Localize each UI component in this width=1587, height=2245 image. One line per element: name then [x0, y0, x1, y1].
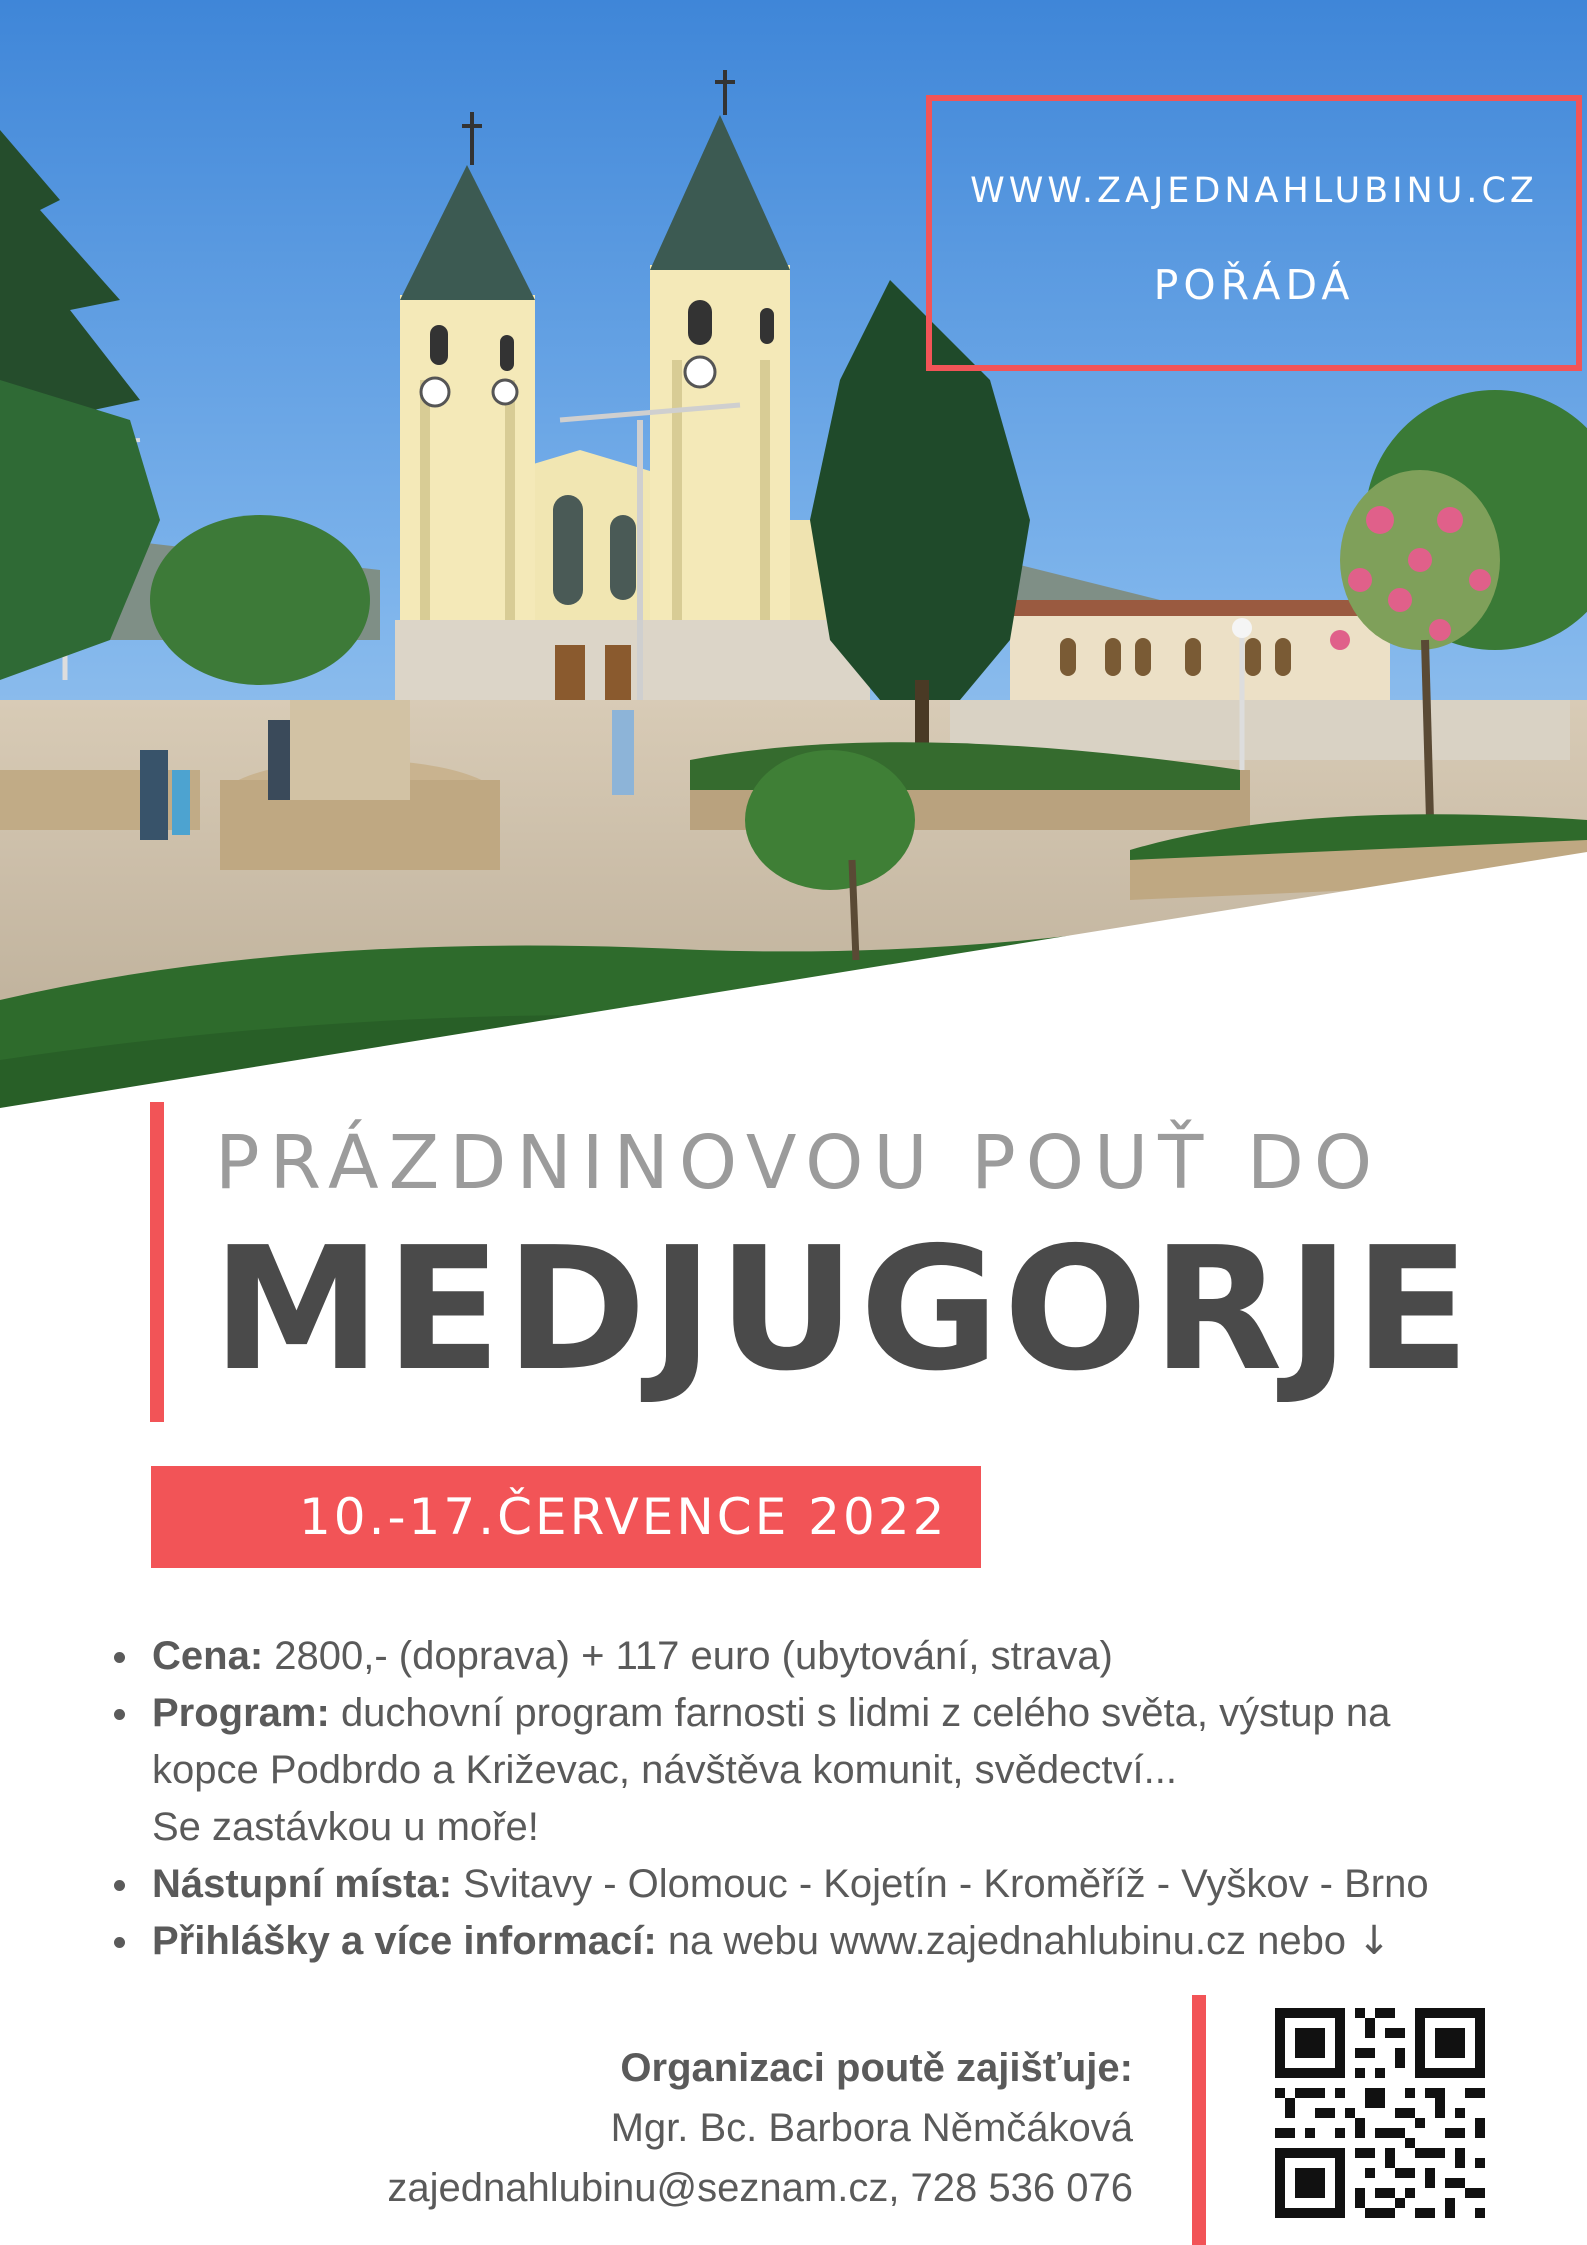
footer-accent-bar: [1192, 1995, 1206, 2245]
list-item-boarding: [110, 1856, 1550, 1913]
registration-value[interactable]: na webu www.zajednahlubinu.cz nebo: [667, 1919, 1347, 1963]
main-title: MEDJUGORJE: [212, 1211, 1475, 1409]
info-list: [110, 1628, 1550, 1970]
boarding-value: Svitavy - Olomouc - Kojetín - Kroměříž - Vyškov - Brno: [463, 1862, 1429, 1906]
list-item-price: [110, 1628, 1550, 1685]
program-line-3: Se zastávkou u moře!: [152, 1805, 539, 1849]
qr-code-icon[interactable]: [1275, 2008, 1485, 2218]
subtitle: PRÁZDNINOVOU POUŤ DO: [215, 1120, 1383, 1206]
organizer-url[interactable]: WWW.ZAJEDNAHLUBINU.CZ: [970, 171, 1538, 211]
program-line-1: duchovní program farnosti s lidmi z celého světa, výstup na: [340, 1691, 1391, 1735]
boarding-label: Nástupní místa:: [152, 1862, 453, 1906]
price-value: 2800,- (doprava) + 117 euro (ubytování, strava): [274, 1634, 1113, 1678]
date-text: 10.-17.ČERVENCE 2022: [299, 1488, 948, 1546]
organizer-heading: Organizaci poutě zajišťuje:: [620, 2046, 1133, 2090]
date-badge: [151, 1466, 981, 1568]
registration-label: Přihlášky a více informací:: [152, 1919, 657, 1963]
price-label: Cena:: [152, 1634, 264, 1678]
title-accent-bar: [150, 1102, 164, 1422]
list-item-registration: [110, 1913, 1550, 1970]
organizer-box: [926, 95, 1582, 371]
program-line-2: kopce Podbrdo a Križevac, návštěva komunit, svědectví...: [152, 1748, 1177, 1792]
organizer-verb: POŘÁDÁ: [1153, 261, 1355, 309]
list-item-program: [110, 1685, 1550, 1856]
organizer-email-phone[interactable]: zajednahlubinu@seznam.cz, 728 536 076: [387, 2166, 1133, 2210]
arrow-down-icon: ↓: [1357, 1918, 1391, 1964]
organizer-name: Mgr. Bc. Barbora Němčáková: [610, 2106, 1133, 2150]
program-label: Program:: [152, 1691, 330, 1735]
organizer-contact: [250, 2038, 1133, 2218]
